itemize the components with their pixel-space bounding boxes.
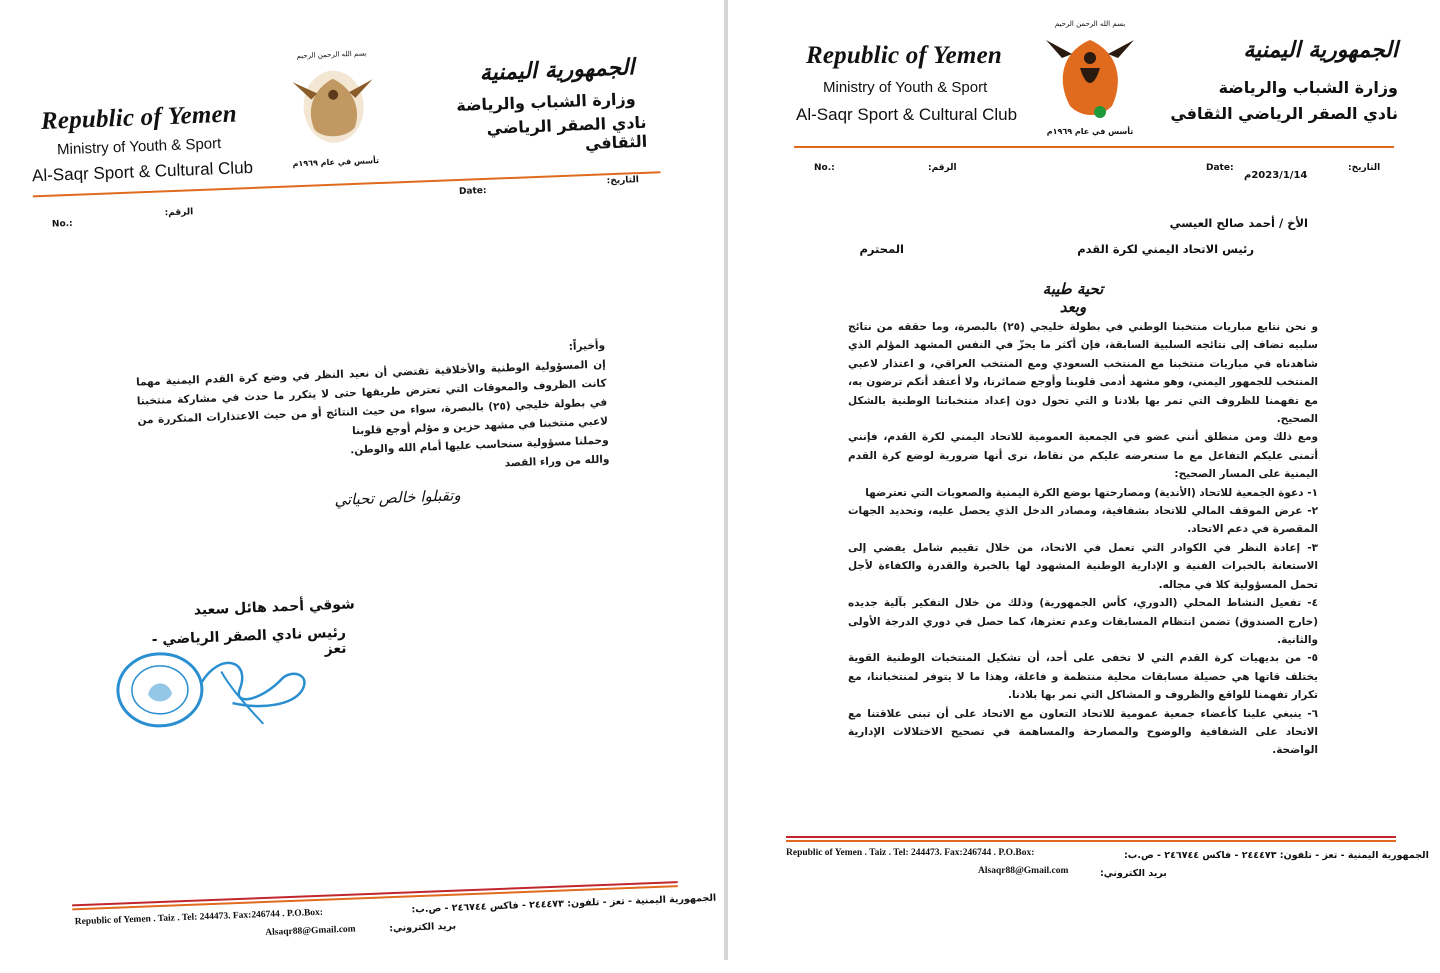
header-ministry-ar: وزارة الشباب والرياضة [1218,78,1398,97]
meta-date-value: 2023/1/14م [1244,170,1308,181]
body-list-item: ٥- من بديهيات كرة القدم التي لا تخفى على أحد، أن تشكيل المنتخبات الوطنية القوية يختلف قاتها هي حصيلة مسابقات محلية منتظمة و فاعلة، وهذا ما لا يتوفر لمنتخباتنا، مع تكرار تفهمنا للواقع والظروف و المشاكل التي تمر بها بلادنا. [848,652,1318,702]
club-emblem [1040,20,1140,142]
body-paragraph: ومع ذلك ومن منطلق أنني عضو في الجمعية العمومية للاتحاد اليمني لكرة القدم، فإنني أتمنى عليكم التفاعل مع ما سنعرضه عليكم من نقاط، نرى أنها ضرورية لوضع كرة القدم اليمنية على المسار الصحيح: [848,431,1318,481]
footer-contact-en: Republic of Yemen . Taiz . Tel: 244473. Fax:246744 . P.O.Box: [74,907,324,928]
recipient-name: الأخ / أحمد صالح العيسي [1169,216,1308,230]
falcon-icon [1040,28,1140,123]
header-ministry-en: Ministry of Youth & Sport [56,135,222,159]
regards-handwritten: وتقبلوا خالص تحياتي [334,486,462,509]
body-list-item: ١- دعوة الجمعية للاتحاد (الأندية) ومصارحتها بوضع الكرة اليمنية والصعوبات التي تعترضها [865,486,1318,499]
meta-date: Date: [458,185,487,197]
footer-email: Alsaqr88@Gmail.com [265,924,356,938]
footer-email-label: بريد الكتروني: [389,920,457,935]
letter-page-right [728,0,1440,960]
header-club-en: Al-Saqr Sport & Cultural Club [31,157,254,186]
letter-body [848,318,1318,760]
footer-contact-ar: الجمهورية اليمنية - تعز - تلفون: ٢٤٤٤٧٣ - فاكس ٢٤٦٧٤٤ - ص.ب: [1124,850,1429,861]
footer-email: Alsaqr88@Gmail.com [978,866,1069,876]
header-club-en: Al-Saqr Sport & Cultural Club [796,105,1018,124]
header-republic-ar: الجمهورية اليمنية [479,55,635,87]
meta-date-ar: التاريخ: [606,175,640,187]
header-republic-en: Republic of Yemen [806,42,1002,69]
club-emblem [282,49,387,181]
body-paragraph: وحملنا مسؤولية سنحاسب عليها أمام الله والوطن. [350,434,609,457]
meta-ref: الرقم: [164,207,194,219]
recipient-honorific: المحترم [859,242,904,256]
body-list-item: ٦- ينبغي علينا كأعضاء جمعية عمومية للاتحاد التعاون مع الاتحاد على أن تبنى علاقتنا مع الاتحاد على الشفافية والوضوح والمصارحة والمساهمة في تصحيح الاختلالات الإدارية الواضحة. [848,707,1318,757]
emblem-founded: تأسس في عام ١٩٦٩م [292,156,380,169]
footer-contact-ar: الجمهورية اليمنية - تعز - تلفون: ٢٤٤٤٧٣ - فاكس ٢٤٦٧٤٤ - ص.ب: [411,892,717,916]
meta-date-ar: التاريخ: [1348,163,1381,173]
body-paragraph: إن المسؤولية الوطنية والأخلاقية تقتضي أن نعيد النظر في وضع كرة القدم اليمنية مهما كانت الظروف والمعوقات التي تعترض طريقها حتى لا يتكرر ما حدث في مشاركة منتخبنا في بطولة خليجي (٢٥) بالبصرة، سواء من حيث النتائج أو من حيث الاعتذارات المتكررة من لاعبي منتخبنا في مشهد حزين و مؤلم أوجع قلوبنا [135,358,609,438]
signatory-title: رئيس نادي الصقر الرياضي - تعز [151,624,347,658]
greeting: تحية طيبة وبعد [1042,280,1104,316]
header-ministry-en: Ministry of Youth & Sport [823,79,988,96]
meta-ref: الرقم: [928,163,957,173]
meta-no: No.: [51,218,73,230]
meta-no: No.: [814,163,835,173]
official-stamp-and-signature [110,637,333,735]
header-rule [794,146,1394,148]
emblem-basmala: بسم الله الرحمن الرحيم [296,49,367,61]
footer-contact-en: Republic of Yemen . Taiz . Tel: 244473. Fax:246744 . P.O.Box: [786,848,1035,858]
header-republic-ar: الجمهورية اليمنية [1243,38,1398,63]
meta-date: Date: [1206,163,1234,173]
letter-page-left [0,0,724,960]
footer-rule-red [786,836,1396,838]
footer-rule [786,840,1396,842]
header-club-ar: نادي الصقر الرياضي الثقافي [1170,104,1398,123]
header-ministry-ar: وزارة الشباب والرياضة [455,89,636,116]
body-list-item: ٢- عرض الموقف المالي للاتحاد بشفافية، ومصادر الدخل الذي يحصل عليه، وتحديد الجهات المقصرة في دعم الاتحاد. [848,505,1318,536]
signatory-name: شوقي أحمد هائل سعيد [193,596,356,619]
body-paragraph: والله من وراء القصد [504,453,610,470]
body-list-item: ٤- تفعيل النشاط المحلي (الدوري، كأس الجمهورية) وذلك من خلال التفكير بآلية جديده (خارج الصندوق) تضمن انتظام المسابقات وعدم تعثرها، كما حصل في دوري الدرجة الأولى والثانية. [848,597,1318,646]
header-republic-en: Republic of Yemen [40,100,238,135]
recipient-title: رئيس الاتحاد اليمني لكرة القدم [1077,242,1254,256]
emblem-basmala: بسم الله الرحمن الرحيم [1054,20,1126,28]
letter-body [135,337,610,488]
header-club-ar: نادي الصقر الرياضي الثقافي [486,112,648,154]
body-paragraph: و نحن نتابع مباريات منتخبنا الوطني في بطولة خليجي (٢٥) بالبصرة، وما حققه من نتائج سلبيه تضاف إلى نتائجه السلبية السابقة، فإن أكثر ما يحزّ في النفس المشهد المؤلم الذي شاهدناه في مباريات منتخبنا مع المنتخب السعودي ومع المنتخب العراقي، و اعتذار لاعبي المنتخب للجمهور اليمني، وهو مشهد أدمى قلوبنا وأوجع ضمائرنا، ولا أعتقد أنكم ترضون به، مع تفهمنا للظروف التي تمر بها بلادنا و التي تحول دون إعداد منتخباتنا الوطنية بالشكل الصحيح. [848,321,1318,426]
footer-email-label: بريد الكتروني: [1100,868,1167,879]
closing-heading: وأخيراً: [568,339,606,353]
emblem-founded: تأسس في عام ١٩٦٩م [1046,127,1134,136]
body-list-item: ٣- إعادة النظر في الكوادر التي تعمل في الاتحاد، من خلال تقييم شامل يفضي إلى الاستعانة بالخبرات الفنية و الإدارية الوطنية المشهود لها بالخبرة والقدرة والكفاءة لأجل تحمل المسؤولية كلا في مجاله. [848,541,1318,591]
falcon-icon [282,57,386,156]
